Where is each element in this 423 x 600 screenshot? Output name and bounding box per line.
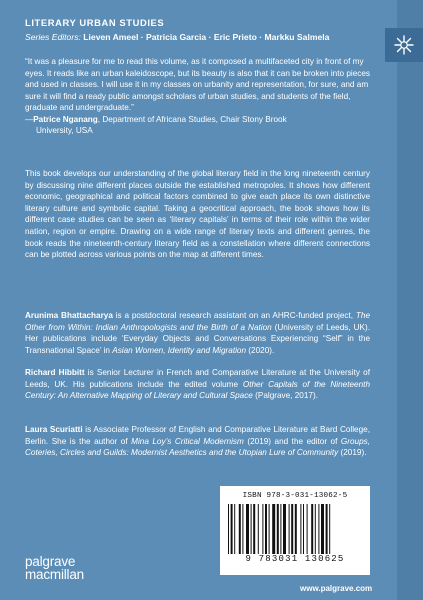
- series-editors: [25, 31, 385, 43]
- publisher-name-line2: macmillan: [25, 567, 84, 582]
- publisher-name-line1: palgrave: [25, 554, 76, 569]
- attribution-name: Patrice Nganang: [33, 114, 98, 124]
- barcode-bars: [228, 504, 362, 554]
- attribution-dash: —: [25, 114, 34, 124]
- palgrave-asterisk-logo-icon: [393, 34, 415, 56]
- series-editors-label: Series Editors:: [25, 32, 81, 42]
- series-editors-names: Lieven Ameel · Patricia Garcia · Eric Prieto · Markku Salmela: [83, 32, 330, 42]
- series-logo: [385, 28, 423, 62]
- endorsement-quote: [25, 56, 370, 137]
- attribution-affiliation-cont: University, USA: [36, 126, 93, 135]
- author-name: Laura Scuriatti: [25, 425, 83, 434]
- quote-attribution: [25, 114, 370, 126]
- publisher-website[interactable]: www.palgrave.com: [300, 584, 373, 593]
- author-bio: Richard Hibbitt is Senior Lecturer in French and Comparative Literature at the University of Leeds, UK. His publications include the edited volume Other Capitals of the Nineteenth Century: An Alternative Mapping of Literary and Cultural Space (Palgrave, 2017).: [25, 368, 370, 401]
- isbn-barcode: [220, 486, 370, 575]
- series-header: [25, 17, 385, 43]
- author-name: Arunima Bhattacharya: [25, 311, 113, 320]
- spine-edge: [397, 0, 423, 600]
- author-bio: Arunima Bhattacharya is a postdoctoral research assistant on an AHRC-funded project, The Other from Within: Indian Anthropologists and the Birth of a Nation (University of Leeds, UK). Her publications include ‘Everyday Objects and Conversations Experiencing “Self” in the Transnational Space’ in Asian Women, Identity and Migration (2020).: [25, 311, 370, 355]
- author-name: Richard Hibbitt: [25, 368, 85, 377]
- barcode-digits: 9 783031 130625: [245, 554, 345, 564]
- quote-text: “It was a pleasure for me to read this volume, as it composed a multifaceted city in front of my eyes. It reads like an urban kaleidoscope, but its beauty is also that it can be broken into pieces and used in classes. I will use it in my classes on urbanity and representation, for sure, and am sure it will find a ready public amongst scholars of urban studies, and students of the field, graduate and undergraduate.”: [25, 57, 370, 112]
- publisher-logo: [25, 555, 84, 581]
- isbn-label: ISBN 978-3-031-13062-5: [242, 492, 348, 500]
- series-title: LITERARY URBAN STUDIES: [25, 17, 165, 28]
- book-description: This book develops our understanding of the global literary field in the long nineteenth century by discussing nine different places outside the established metropoles. It shows how different economic, geographical and political factors combined to give each place its own distinctive literary culture and symbolic capital. Taking a geocritical approach, the book shows how its different case studies can be seen as ‘literary capitals’ in terms of their role within the wider nation, region or empire. Drawing on a wide range of literary texts and different genres, the book reads the nineteenth-century literary field as a constellation where different connections can be plotted across various points on the map at different times.: [25, 169, 370, 260]
- author-bio: Laura Scuriatti is Associate Professor of English and Comparative Literature at Bard College, Berlin. She is the author of Mina Loy’s Critical Modernism (2019) and the editor of Groups, Coteries, Circles and Guilds: Modernist Aesthetics and the Utopian Lure of Community (2019).: [25, 425, 371, 458]
- attribution-affiliation: , Department of Africana Studies, Chair Stony Brook: [97, 114, 287, 124]
